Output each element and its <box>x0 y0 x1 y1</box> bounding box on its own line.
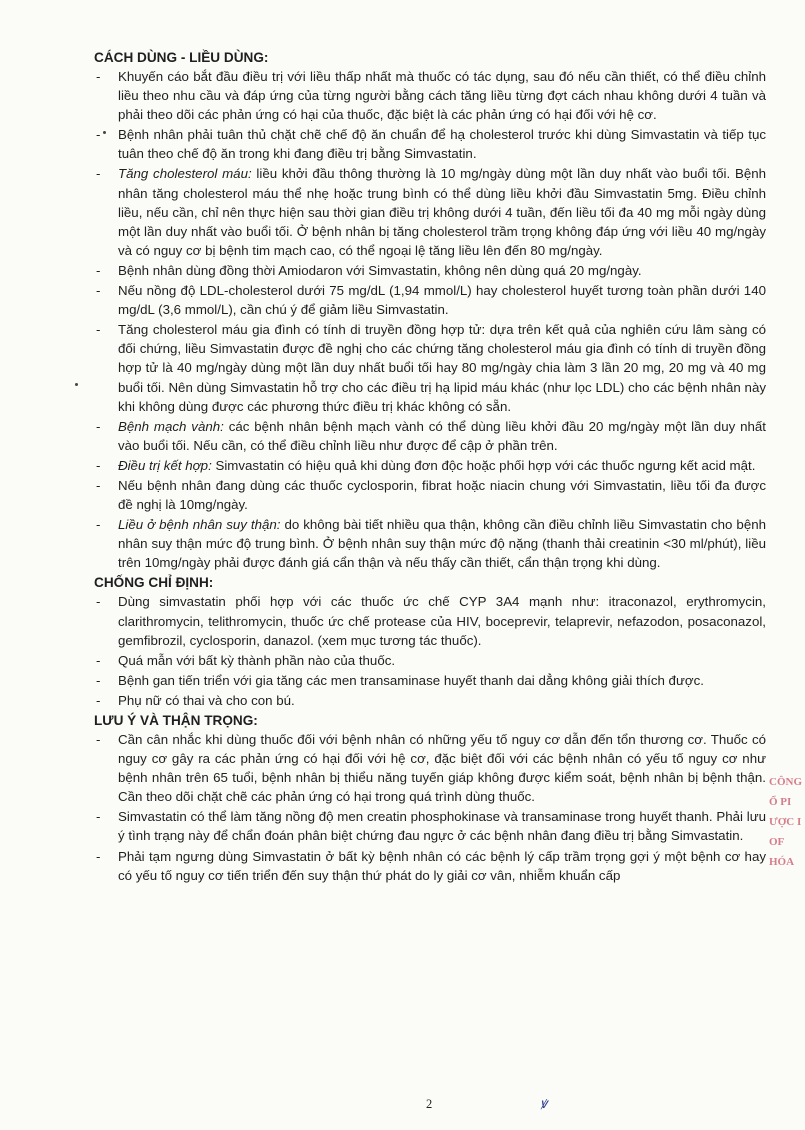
item-text: do không bài tiết nhiều qua thận, không cần điều chỉnh liều Simvastatin cho bệnh nhân suy thận mức độ trung bình. Ở bệnh nhân suy thận mức độ nặng (thanh thải creatinin <30 ml/phút), liều trên 10mg/ngày phải được đánh giá cẩn thận và nếu thấy cần thiết, cẩn thận trọng khi dùng. <box>118 517 767 571</box>
list-item <box>94 261 766 280</box>
list-item <box>94 67 766 124</box>
bullet-list <box>94 67 766 572</box>
stamp-text: OF <box>769 836 785 848</box>
list-item <box>94 515 766 572</box>
list-item <box>94 281 766 319</box>
item-text: Nếu bệnh nhân đang dùng các thuốc cyclosporin, fibrat hoặc niacin chung với Simvastatin, liều tối đa được đề nghị là 10mg/ngày. <box>118 477 766 513</box>
item-text: liều khởi đầu thông thường là 10 mg/ngày dùng một lần duy nhất vào buổi tối. Bệnh nhân tăng cholesterol máu thể nhẹ hoặc trung bình có thể dùng liều khởi đầu Simvastatin 5mg. Điều chỉnh liều, nếu cần, chỉ nên thực hiện sau thời gian điều trị không dưới 4 tuần, đến liều tối đa 40 mg mỗi ngày dùng một lần duy nhất vào buổi tối. Ở bệnh nhân bị tăng cholesterol trầm trọng không đáp ứng với liều 40 mg/ngày và có nguy cơ bị bệnh tim mạch cao, có thể ngoại lệ tăng liều lên đến 80 mg/ngày. <box>118 166 767 258</box>
list-item <box>94 671 766 690</box>
item-text: Nếu nồng độ LDL-cholesterol dưới 75 mg/dL (1,94 mmol/L) hay cholesterol huyết tương toàn phần dưới 140 mg/dL (3,6 mmol/L), cần chú ý để giảm liều Simvastatin. <box>118 283 766 318</box>
stamp-text: ƯỢC I <box>769 816 802 828</box>
item-text: Cần cân nhắc khi dùng thuốc đối với bệnh nhân có những yếu tố nguy cơ dẫn đến tổn thương cơ. Thuốc có nguy cơ gây ra các phản ứng có hại đối với hệ cơ, đặc biệt đối với các bệnh nhân có yếu tố nguy cơ như bệnh nhân trên 65 tuổi, bệnh nhân bị thiểu năng tuyến giáp không được kiểm soát, bệnh nhân bị bệnh thận. Cần theo dõi chặt chẽ các phản ứng có hại trong quá trình dùng thuốc. <box>118 732 766 805</box>
item-text: Tăng cholesterol máu gia đình có tính di truyền đồng hợp tử: dựa trên kết quả của nghiên cứu lâm sàng có đối chứng, liều Simvastatin được đề nghị cho các chứng tăng cholesterol máu gia đình có tính di truyền đồng hợp tử là 40 mg/ngày dùng một lần duy nhất buổi tối hay 80 mg/ngày chia làm 3 lần 20 mg, 20 mg và 40 mg buổi tối. Nên dùng Simvastatin hỗ trợ cho các điều trị hạ lipid máu khác (như lọc LDL) cho các bệnh nhân này khi không dùng được các phương thức điều trị khác không có sẵn. <box>118 322 766 414</box>
stamp-fragment <box>769 772 805 868</box>
scan-speck <box>75 383 78 386</box>
bullet-list <box>94 592 766 710</box>
list-item <box>94 730 766 806</box>
document-body <box>94 48 766 886</box>
list-item <box>94 847 766 885</box>
item-text: Bệnh nhân dùng đồng thời Amiodaron với Simvastatin, không nên dùng quá 20 mg/ngày. <box>118 262 642 278</box>
item-lead: Tăng cholesterol máu: <box>118 166 252 182</box>
page-number: 2 <box>426 1097 433 1111</box>
item-text: các bệnh nhân bệnh mạch vành có thể dùng liều khởi đầu 20 mg/ngày một lần duy nhất vào buổi tối. Nếu cần, có thể điều chỉnh liều như được để cập ở phần trên. <box>118 418 766 453</box>
stamp-text: Ổ PI <box>769 796 792 808</box>
item-lead: Bệnh mạch vành: <box>118 418 224 434</box>
item-text: Simvastatin có hiệu quả khi dùng đơn độc hoặc phối hợp với các thuốc ngưng kết acid mật. <box>211 457 756 473</box>
item-text: Simvastatin có thể làm tăng nồng độ men creatin phosphokinase và transaminase trong huyết thanh. Phải lưu ý tình trạng này để chẩn đoán phân biệt chứng đau ngực ở các bệnh nhân đang điều trị bằng Simvastatin. <box>118 809 766 844</box>
handwritten-initials: ꝟ <box>540 1097 548 1112</box>
list-item <box>94 592 766 649</box>
bullet-list <box>94 730 766 885</box>
list-item <box>94 691 766 710</box>
list-item <box>94 651 766 670</box>
section-heading: CHỐNG CHỈ ĐỊNH: <box>94 575 214 591</box>
item-text: Bệnh nhân phải tuân thủ chặt chẽ chế độ ăn chuẩn để hạ cholesterol trước khi dùng Simvastatin và tiếp tục tuân theo chế độ ăn trong khi đang điều trị bằng Simvastatin. <box>118 127 766 162</box>
section-heading: LƯU Ý VÀ THẬN TRỌNG: <box>94 713 258 728</box>
stamp-text: CÔNG <box>769 776 802 788</box>
item-lead: Điều trị kết hợp: <box>118 457 212 473</box>
scan-speck <box>103 131 106 134</box>
list-item <box>94 320 766 415</box>
list-item <box>94 807 766 845</box>
item-text: Phụ nữ có thai và cho con bú. <box>118 692 295 708</box>
section-heading: CÁCH DÙNG - LIỀU DÙNG: <box>94 50 269 65</box>
item-text: Bệnh gan tiến triển với gia tăng các men transaminase huyết thanh dai dẳng không giải thích được. <box>118 672 704 688</box>
list-item <box>94 456 766 475</box>
item-text: Quá mẫn với bất kỳ thành phần nào của thuốc. <box>118 652 396 668</box>
list-item <box>94 476 766 514</box>
item-text: Phải tạm ngưng dùng Simvastatin ở bất kỳ bệnh nhân có các bệnh lý cấp trầm trọng gợi ý một bệnh cơ hay có yếu tố nguy cơ tiến triển đến suy thận thứ phát do ly giải cơ vân, nhiễm khuẩn cấp <box>118 848 766 883</box>
list-item <box>94 125 766 163</box>
item-text: Khuyến cáo bắt đầu điều trị với liều thấp nhất mà thuốc có tác dụng, sau đó nếu cần thiết, có thể điều chỉnh liều theo nhu cầu và đáp ứng của từng người bằng cách tăng liều từng đợt cách nhau không dưới 4 tuần và phải theo dõi các phản ứng có hại của thuốc, đặc biệt là các phản ứng có hại đối với hệ cơ. <box>118 69 766 123</box>
list-item <box>94 164 766 259</box>
list-item <box>94 417 766 455</box>
stamp-text: HÓA <box>769 856 795 868</box>
item-text: Dùng simvastatin phối hợp với các thuốc ức chế CYP 3A4 mạnh như: itraconazol, erythromycin, clarithromycin, telithromycin, thuốc ức chế protease của HIV, boceprevir, telaprevir, nefazodon, posaconazol, gemfibrozil, cyclosporin, danazol. (xem mục tương tác thuốc). <box>118 594 766 648</box>
item-lead: Liều ở bệnh nhân suy thận: <box>118 517 281 533</box>
